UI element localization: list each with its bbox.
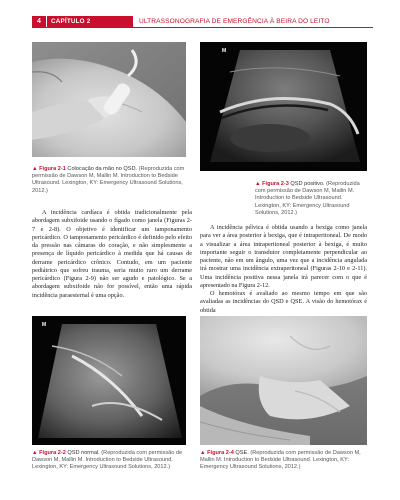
right-column-text	[200, 224, 367, 315]
figure-2-1-photo	[32, 42, 186, 157]
figure-2-2-caption: ▲ Figura 2-2 QSD normal. (Reproduzida com permissão de Dawson M, Mallin M. Introduction to Bedside Ultrasound. Lexington, KY: Emergency Ultrasound Solutions, 2012.)	[32, 450, 183, 471]
figure-2-3-ultrasound	[200, 42, 367, 171]
ultrasound-image	[200, 42, 367, 171]
figure-2-4-caption: ▲ Figura 2-4 QSE. (Reproduzida com permissão de Dawson M, Mallin M. Introduction to Bedside Ultrasound. Lexington, KY: Emergency Ultrasound Solutions, 2012.)	[200, 450, 361, 471]
figure-2-3-caption: ▲ Figura 2-3 QSD positivo. (Reproduzida com permissão de Dawson M, Mallin M. Introduction to Bedside Ultrasound. Lexington, KY: Emergency Ultrasound Solutions, 2012.)	[255, 181, 360, 216]
chapter-title: ULTRASSONOGRAFIA DE EMERGÊNCIA À BEIRA DO LEITO	[139, 18, 330, 25]
chapter-label: CAPÍTULO 2	[47, 16, 133, 27]
caption-triangle-icon: ▲	[255, 181, 261, 187]
paragraph: A incidência pélvica é obtida usando a bexiga como janela para ver a área posterior à bexiga, que é intraperitoneal. De modo a visualizar a área intraperitoneal posterior à bexiga, é muito importante seguir o transdutor completamente perpendicular ao paciente, não em um ângulo, uma vez que a incidência angulada irá mostrar uma incidência extraperitoneal (Figuras 2-10 e 2-11). Uma incidência positiva nessa janela irá parecer com o que é apresentado na Figura 2-12.	[200, 224, 367, 289]
running-header	[0, 16, 400, 27]
figure-2-4-photo	[200, 316, 367, 445]
figure-2-2-ultrasound	[32, 316, 186, 445]
caption-triangle-icon: ▲	[32, 450, 38, 456]
figure-2-1-caption: ▲ Figura 2-1 Colocação da mão no QSD. (Reproduzida com permissão de Dawson M, Mallin M. Introduction to Bedside Ultrasound. Lexington, KY: Emergency Ultrasound Solutions, 2012.)	[32, 166, 185, 194]
caption-triangle-icon: ▲	[200, 450, 206, 456]
page-number: 4	[32, 16, 46, 27]
paragraph: A incidência cardíaca é obtida tradicionalmente pela abordagem subxifoide usando o fígado como janela (Figuras 2-7 e 2-8). O objetivo é identificar um tamponamento pericárdico. O tamponamento pericárdico é definido pelo efeito da pressão nas câmaras do coração, e não simplesmente a presença de líquido pericárdico à medida que há causas de derrame pericárdico crônico. Contudo, em um paciente pediátrico que sofreu trauma, seria muito raro um derrame pericárdico (Figura 2-9) não ser agudo e patológico. Se a abordagem subxifoide não for possível, então uma rápida incidência paraesternal é uma opção.	[32, 209, 192, 299]
ultrasound-image	[32, 316, 186, 445]
left-column-text	[32, 209, 192, 300]
header-rule	[32, 27, 373, 28]
ultrasound-marker: M	[42, 322, 47, 328]
patient-probe-photo	[32, 42, 186, 157]
patient-probe-photo	[200, 316, 367, 445]
ultrasound-marker: M	[222, 48, 227, 54]
caption-triangle-icon: ▲	[32, 166, 38, 172]
paragraph: O hemotórax é avaliado ao mesmo tempo em que são avaliadas as incidências do QSD e QSE. A visão do hemotórax é obtida	[200, 290, 367, 314]
